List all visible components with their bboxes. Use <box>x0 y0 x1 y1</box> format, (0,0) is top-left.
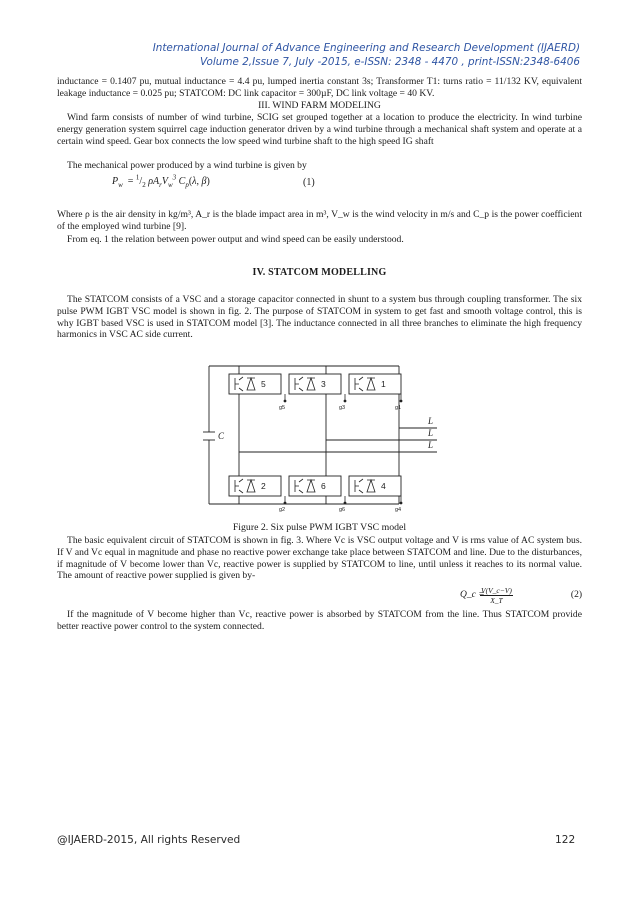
equation-2-denominator: X_T <box>490 596 503 605</box>
equation-2-lhs: Q_c = <box>460 590 485 600</box>
equation-2 <box>456 586 582 606</box>
equation-2-numerator: V(V_c−V) <box>481 586 512 595</box>
switch-label-top-3: 1 <box>381 379 386 389</box>
equation-1-lhs: $P_w$ <box>112 176 123 190</box>
gate-label-bottom-2: g6 <box>339 507 346 513</box>
inductor-label-3: L <box>428 440 434 450</box>
footer-copyright: @IJAERD-2015, All rights Reserved <box>57 834 241 846</box>
equation-1-rhs: = $^1/_2$ $\rho A_rV_w^3$ $C_p(\lambda$, β) <box>125 174 210 190</box>
section-4-title: IV. STATCOM MODELLING <box>252 267 387 278</box>
gate-label-top-2: g3 <box>339 405 346 411</box>
gate-label-top-3: g1 <box>395 405 402 411</box>
inductor-label-2: L <box>428 428 434 438</box>
switch-label-top-1: 5 <box>261 379 266 389</box>
switch-label-bottom-2: 6 <box>321 481 326 491</box>
equation-1-number: (1) <box>303 177 315 188</box>
paragraph-from-eq: From eq. 1 the relation between power output and wind speed can be easily understood. <box>67 234 404 245</box>
section-3-title: III. WIND FARM MODELING <box>258 100 381 111</box>
paragraph-mechanical-power: The mechanical power produced by a wind turbine is given by <box>67 160 307 171</box>
page-number: 122 <box>555 834 576 846</box>
gate-label-bottom-3: g4 <box>395 507 402 513</box>
capacitor-label: C <box>218 431 225 441</box>
paragraph-intro: inductance = 0.1407 pu, mutual inductance = 4.4 pu, lumped inertia constant 3s; Transformer T1: turns ratio = 11/132 KV, equivalent leakage inductance = 0.025 pu; STATCOM: DC link capacitor = 300µF, DC link voltage = 40 KV. <box>57 76 582 99</box>
gate-label-bottom-1: g2 <box>279 507 286 513</box>
equation-2-fraction <box>480 586 513 605</box>
paragraph-where: Where ρ is the air density in kg/m³, A_r is the blade impact area in m³, V_w is the wind velocity in m/s and C_p is the power coefficient of the employed wind turbine [9]. <box>57 209 582 232</box>
switch-label-bottom-3: 4 <box>381 481 386 491</box>
journal-volume-info: Volume 2,Issue 7, July -2015, e-ISSN: 2348 - 4470 , print-ISSN:2348-6406 <box>200 56 580 68</box>
paragraph-equivalent-circuit: The basic equivalent circuit of STATCOM is shown in fig. 3. Where Vc is VSC output voltage and V is rms value of AC system bus. If V and Vc equal in magnitude and phase no reactive power exchange take place between STATCOM and line. Due to the disturbances, if magnitude of V become lower than Vc, reactive power is supplied by STATCOM to line, until unless it reaches to its normal value. The amount of reactive power supplied is given by- <box>57 535 582 582</box>
vsc-circuit-diagram <box>199 354 443 516</box>
switch-label-bottom-1: 2 <box>261 481 266 491</box>
figure-2-caption: Figure 2. Six pulse PWM IGBT VSC model <box>232 522 407 533</box>
journal-title: International Journal of Advance Engineering and Research Development (IJAERD) <box>152 42 580 54</box>
paragraph-wind-farm: Wind farm consists of number of wind turbine, SCIG set grouped together at a location to produce the electricity. In wind turbine energy generation system squirrel cage induction generator driven by a wind turbine through a mechanical shaft system and operate at a certain wind speed. Gear box connects the low speed wind turbine shaft to the high speed IG shaft <box>57 112 582 147</box>
switch-label-top-2: 3 <box>321 379 326 389</box>
equation-2-number: (2) <box>570 590 582 600</box>
inductor-label-1: L <box>428 416 434 426</box>
paragraph-statcom: The STATCOM consists of a VSC and a storage capacitor connected in shunt to a system bus through coupling transformer. The six pulse PWM IGBT VSC model is shown in fig. 2. The purpose of STATCOM in system to get fast and smooth voltage control, this is why IGBT based VSC is used in STATCOM model [3]. The inductance connected in all three branches to eliminate the high frequency harmonics in VSC AC side current. <box>57 294 582 341</box>
gate-label-top-1: g5 <box>279 405 286 411</box>
paragraph-absorb: If the magnitude of V become higher than Vc, reactive power is absorbed by STATCOM from the line. Thus STATCOM provide better reactive power control to the system connected. <box>57 609 582 632</box>
